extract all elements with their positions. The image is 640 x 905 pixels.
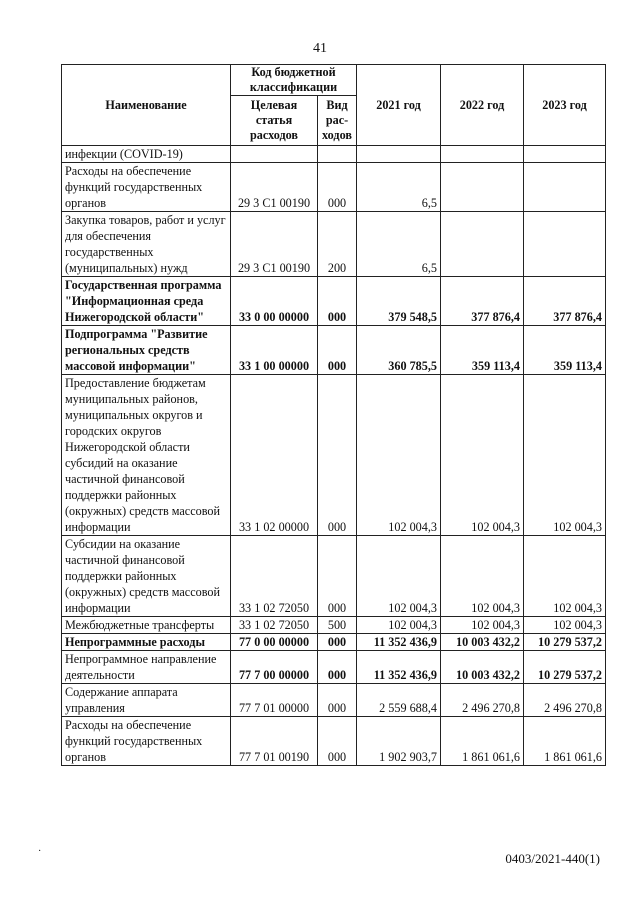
- row-code: 29 3 C1 00190: [231, 163, 318, 212]
- row-code: 29 3 C1 00190: [231, 212, 318, 277]
- table-row: [62, 146, 606, 163]
- row-2023: 1 861 061,6: [524, 717, 606, 766]
- header-name: Наименование: [62, 65, 231, 146]
- table-row: [62, 212, 606, 277]
- row-vid: 000: [318, 277, 357, 326]
- stray-dot: ·: [38, 846, 42, 857]
- table-row: [62, 634, 606, 651]
- row-2023: 102 004,3: [524, 536, 606, 617]
- row-2022: 10 003 432,2: [441, 634, 524, 651]
- row-2022: 102 004,3: [441, 375, 524, 536]
- row-code: 77 7 01 00190: [231, 717, 318, 766]
- row-2023: 2 496 270,8: [524, 684, 606, 717]
- row-vid: 000: [318, 684, 357, 717]
- row-vid: 000: [318, 375, 357, 536]
- row-2023: 377 876,4: [524, 277, 606, 326]
- row-code: 33 0 00 00000: [231, 277, 318, 326]
- row-2023: 10 279 537,2: [524, 634, 606, 651]
- header-2021: 2021 год: [357, 65, 441, 146]
- row-2021: 360 785,5: [357, 326, 441, 375]
- row-vid: 200: [318, 212, 357, 277]
- row-2021: 11 352 436,9: [357, 634, 441, 651]
- row-2023: 102 004,3: [524, 617, 606, 634]
- row-name: Межбюджетные трансферты: [62, 617, 231, 634]
- row-name: Предоставление бюджетам муниципальных районов, муниципальных округов и городских округов Нижегородской области субсидий на оказание частичной финансовой поддержки районных (окружных) средств массовой информации: [62, 375, 231, 536]
- row-2021: 6,5: [357, 212, 441, 277]
- row-2022: 10 003 432,2: [441, 651, 524, 684]
- table-row: [62, 684, 606, 717]
- table-row: [62, 375, 606, 536]
- row-vid: 000: [318, 651, 357, 684]
- table-row: [62, 326, 606, 375]
- document-code: 0403/2021-440(1): [505, 851, 600, 866]
- row-vid: 000: [318, 634, 357, 651]
- row-name: Непрограммное направление деятельности: [62, 651, 231, 684]
- budget-table: [61, 64, 606, 766]
- row-code: 77 0 00 00000: [231, 634, 318, 651]
- page-number: 41: [313, 41, 327, 56]
- header-code-group: Код бюджетной классификации: [231, 65, 357, 96]
- row-2022: [441, 146, 524, 163]
- row-2022: 1 861 061,6: [441, 717, 524, 766]
- row-vid: 000: [318, 536, 357, 617]
- row-name: Подпрограмма "Развитие региональных средств массовой информации": [62, 326, 231, 375]
- row-2021: 6,5: [357, 163, 441, 212]
- row-2021: 379 548,5: [357, 277, 441, 326]
- table-row: [62, 277, 606, 326]
- row-name: инфекции (COVID-19): [62, 146, 231, 163]
- row-2021: 2 559 688,4: [357, 684, 441, 717]
- table-row: [62, 617, 606, 634]
- row-code: 33 1 02 00000: [231, 375, 318, 536]
- row-code: 33 1 02 72050: [231, 617, 318, 634]
- row-2023: [524, 163, 606, 212]
- row-vid: 000: [318, 163, 357, 212]
- row-2021: 102 004,3: [357, 375, 441, 536]
- row-name: Государственная программа "Информационная среда Нижегородской области": [62, 277, 231, 326]
- table-row: [62, 163, 606, 212]
- row-name: Закупка товаров, работ и услуг для обеспечения государственных (муниципальных) нужд: [62, 212, 231, 277]
- header-2023: 2023 год: [524, 65, 606, 146]
- row-2023: 10 279 537,2: [524, 651, 606, 684]
- row-2021: 102 004,3: [357, 617, 441, 634]
- row-2022: [441, 163, 524, 212]
- row-vid: [318, 146, 357, 163]
- table-row: [62, 651, 606, 684]
- row-name: Субсидии на оказание частичной финансовой поддержки районных (окружных) средств массовой информации: [62, 536, 231, 617]
- row-2022: 102 004,3: [441, 536, 524, 617]
- row-2022: 2 496 270,8: [441, 684, 524, 717]
- row-2022: 359 113,4: [441, 326, 524, 375]
- row-2021: 11 352 436,9: [357, 651, 441, 684]
- table-row: [62, 536, 606, 617]
- row-2021: [357, 146, 441, 163]
- row-name: Содержание аппарата управления: [62, 684, 231, 717]
- row-name: Непрограммные расходы: [62, 634, 231, 651]
- header-target: Целевая статья расходов: [231, 96, 318, 146]
- row-code: 77 7 00 00000: [231, 651, 318, 684]
- row-2022: 102 004,3: [441, 617, 524, 634]
- row-2022: 377 876,4: [441, 277, 524, 326]
- row-vid: 000: [318, 717, 357, 766]
- row-code: 77 7 01 00000: [231, 684, 318, 717]
- row-vid: 500: [318, 617, 357, 634]
- header-2022: 2022 год: [441, 65, 524, 146]
- row-vid: 000: [318, 326, 357, 375]
- table-row: [62, 717, 606, 766]
- row-2022: [441, 212, 524, 277]
- row-code: 33 1 02 72050: [231, 536, 318, 617]
- row-2021: 1 902 903,7: [357, 717, 441, 766]
- row-2021: 102 004,3: [357, 536, 441, 617]
- header-vid: Вид рас-ходов: [318, 96, 357, 146]
- row-2023: [524, 212, 606, 277]
- row-name: Расходы на обеспечение функций государственных органов: [62, 163, 231, 212]
- row-2023: 359 113,4: [524, 326, 606, 375]
- row-code: 33 1 00 00000: [231, 326, 318, 375]
- row-code: [231, 146, 318, 163]
- row-name: Расходы на обеспечение функций государственных органов: [62, 717, 231, 766]
- row-2023: [524, 146, 606, 163]
- row-2023: 102 004,3: [524, 375, 606, 536]
